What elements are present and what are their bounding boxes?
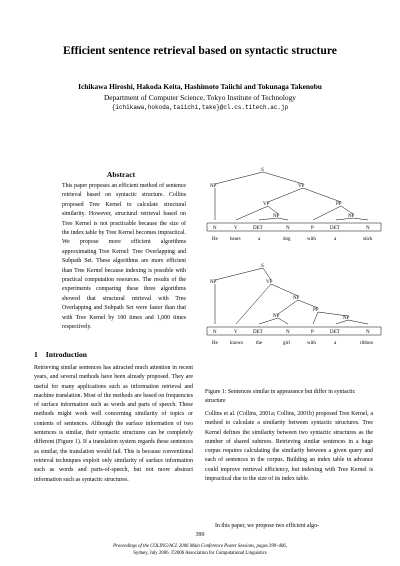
tree1-word: with — [307, 237, 316, 242]
tree1-label-vp: VP — [298, 184, 305, 189]
tree2-word: with — [307, 341, 316, 346]
section-number: 1 — [34, 350, 38, 359]
tree2-label-np-inner: NP — [273, 314, 280, 319]
tree1-pos-n2: N — [286, 226, 290, 231]
tree1-label-pp: PP — [336, 202, 342, 207]
tree2-label-np: NP — [210, 280, 217, 285]
tree1-label-np-object: NP — [273, 214, 280, 219]
page-number: 399 — [195, 532, 205, 538]
right-column-paragraph: Collins et al. (Collins, 2001a; Collins, 2001b) proposed Tree Kernel, a method to calculate a similarity between syntactic structures. Tree Kernel defines the similarity between two syntactic structures as the number of shared subtrees. Retrieving similar sentences in a huge corpus requires calculating the similarity between a given query and each of sentences in the corpus. Building an index table in advance could improve retrieval efficiency, but indexing with Tree Kernel is impractical due to the size of its index table. — [205, 411, 373, 483]
tree1-word: a — [334, 237, 337, 242]
section-heading — [34, 350, 87, 359]
introduction-body: Retrieving similar sentences has attracted much attention in recent years, and several methods have been already proposed. They are useful for many applications such as information retrieval and machine translation. Most of the methods are based on frequencies of surface information such as words and parts of speech. These methods might work well concerning similarity of topics or contents of sentences. Although the surface information of two sentences is similar, their syntactic structures can be completely different (Figure 1). If a translation system regards these sentences as similar, the translation would fail. This is because conventional retrieval techniques exploit only similarity of surface information such as words and parts-of-speech, but not more abstract information such as syntactic structures. — [34, 365, 193, 483]
tree2-pos-n3: N — [366, 330, 370, 335]
tree2-word: knows — [230, 341, 244, 346]
tree2-word: a — [334, 341, 337, 346]
tree1-pos-det: DET — [253, 226, 263, 231]
tree1-word: dog — [283, 237, 291, 242]
paper-title: Efficient sentence retrieval based on syntactic structure — [63, 44, 337, 57]
tree1-label-np-pp: NP — [348, 214, 355, 219]
right-column-paragraph-2: In this paper, we propose two efficient algo- — [215, 523, 320, 529]
tree1-label-s: S — [261, 168, 264, 173]
tree2-pos-n: N — [213, 330, 217, 335]
tree2-pos-p: P — [311, 330, 314, 335]
tree2-pos-v: V — [234, 330, 238, 335]
figure-1-trees — [203, 160, 385, 390]
section-title: Introduction — [45, 350, 88, 359]
footer-line-2: Sydney, July 2006. ©2006 Association for Computational Linguistics — [133, 551, 267, 556]
author-list: Ichikawa Hiroshi, Hakoda Keita, Hashimoto Taiichi and Tokunaga Takenobu — [78, 82, 322, 91]
tree2-word: girl — [283, 341, 290, 346]
parse-tree-2 — [207, 264, 381, 346]
tree2-label-pp: PP — [313, 308, 319, 313]
tree1-label-np: NP — [210, 184, 217, 189]
tree2-label-np-object: NP — [293, 296, 300, 301]
parse-tree-1 — [207, 168, 381, 242]
tree2-word: He — [212, 341, 218, 346]
tree2-pos-n2: N — [286, 330, 290, 335]
abstract-body: This paper proposes an efficient method of sentence retrieval based on syntactic structure. Collins proposed Tree Kernel to calculate structural similarity. However, structural retrieval based on Tree Kernel is not practicable because the size of the index table by Tree Kernel becomes impractical. We propose more efficient algorithms approximating Tree Kernel: Tree Overlapping and Subpath Set. These algorithms are more efficient than Tree Kernel because indexing is possible with practical computation resources. The results of the experiments comparing these three algorithms showed that structural retrieval with Tree Overlapping and Subpath Set were faster than that with Tree Kernel by 100 times and 1,000 times respectively. — [62, 183, 186, 331]
tree1-label-vp-inner: VP — [263, 202, 270, 207]
tree1-word: stick — [363, 237, 373, 242]
tree1-word: He — [212, 237, 218, 242]
abstract-heading: Abstract — [106, 170, 136, 179]
affiliation: Department of Computer Science, Tokyo Institute of Technology — [103, 93, 297, 102]
tree2-pos-det2: DET — [330, 330, 340, 335]
tree1-pos-n: N — [213, 226, 217, 231]
tree2-word: the — [256, 341, 263, 346]
tree1-pos-det2: DET — [330, 226, 340, 231]
tree2-label-np-pp: NP — [343, 316, 350, 321]
tree2-label-vp: VP — [266, 280, 273, 285]
figure-caption: Figure 1: Sentences similar in appearance but differ in syntactic structure — [205, 389, 356, 405]
tree2-word: ribbon — [360, 341, 374, 346]
tree1-word: hears — [230, 237, 241, 242]
tree1-pos-n3: N — [366, 226, 370, 231]
author-emails: {ichikawa,hokoda,taiichi,take}@cl.cs.titech.ac.jp — [111, 104, 289, 111]
tree2-label-s: S — [261, 264, 264, 269]
tree1-pos-p: P — [311, 226, 314, 231]
footer-line-1: Proceedings of the COLING/ACL 2006 Main Conference Poster Sessions, pages 399–406, — [113, 544, 287, 549]
proceedings-footer — [0, 543, 400, 557]
tree1-word: a — [258, 237, 261, 242]
tree1-pos-v: V — [234, 226, 238, 231]
tree2-pos-det: DET — [253, 330, 263, 335]
